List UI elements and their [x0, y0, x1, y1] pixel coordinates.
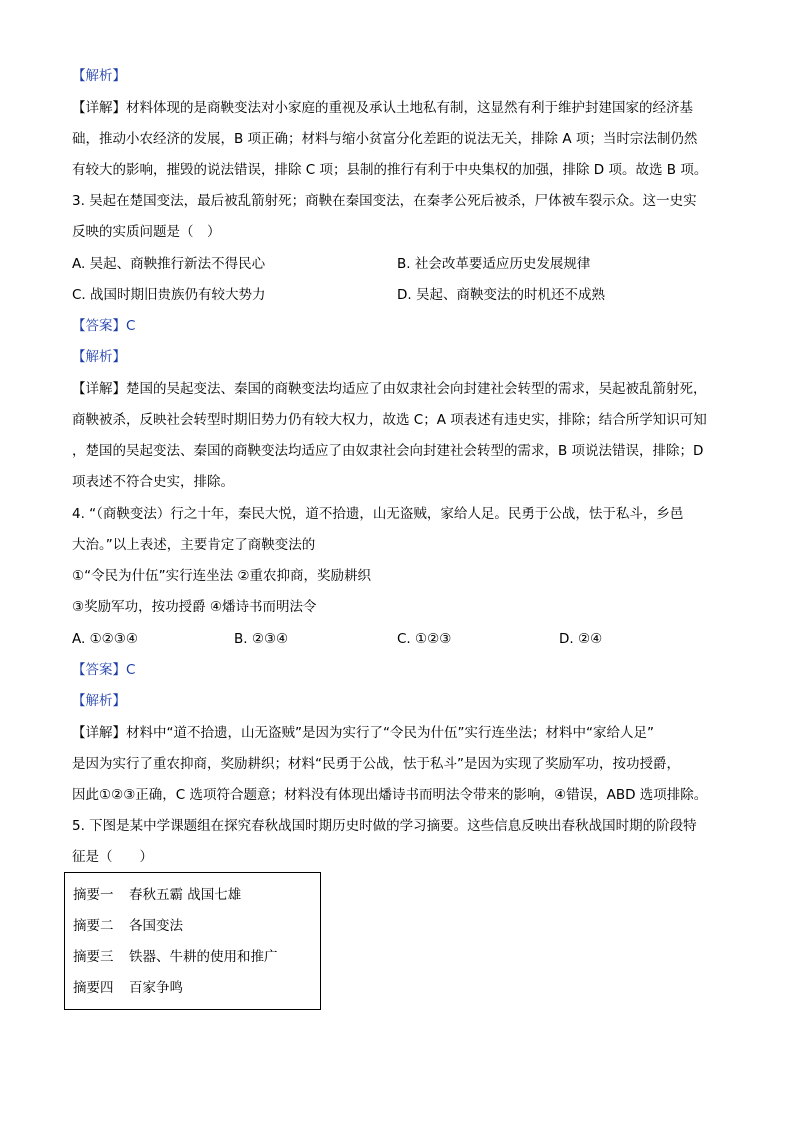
summary-key: 摘要一	[73, 887, 114, 903]
summary-value: 百家争鸣	[129, 980, 183, 996]
summary-key: 摘要四	[73, 980, 114, 996]
detail-line: ，楚国的吴起变法、秦国的商鞅变法均适应了由奴隶社会向封建社会转型的需求，B 项说法错误，排除；D	[72, 443, 704, 459]
summary-key: 摘要二	[73, 918, 114, 934]
summary-value: 铁器、牛耕的使用和推广	[129, 949, 278, 965]
summary-box	[64, 872, 321, 1010]
detail-line: 商鞅被杀，反映社会转型时期旧势力仍有较大权力，故选 C；A 项表述有违史实，排除；结合所学知识可知	[72, 412, 707, 428]
analysis-tag: 【解析】	[72, 68, 126, 84]
question-stem: 大治。”以上表述，主要肯定了商鞅变法的	[72, 537, 316, 553]
option-a: A. 吴起、商鞅推行新法不得民心	[72, 256, 266, 272]
option-a: A. ①②③④	[72, 631, 138, 647]
detail-line: 因此①②③正确，C 选项符合题意；材料没有体现出燔诗书而明法令带来的影响，④错误，ABD 选项排除。	[72, 787, 708, 803]
detail-line: 【详解】材料中“道不拾遗，山无盗贼”是因为实行了“令民为什伍”实行连坐法；材料中“家给人足”	[72, 725, 654, 741]
detail-line: 项表述不符合史实，排除。	[72, 474, 234, 490]
option-c: C. ①②③	[397, 631, 452, 647]
analysis-tag: 【解析】	[72, 693, 126, 709]
question-stem: 4. “（商鞅变法）行之十年，秦民大悦，道不拾遗，山无盗贼，家给人足。民勇于公战，怯于私斗，乡邑	[72, 506, 684, 522]
detail-line: 有较大的影响，摧毁的说法错误，排除 C 项；县制的推行有利于中央集权的加强，排除 D 项。故选 B 项。	[72, 162, 708, 178]
answer-tag: 【答案】C	[72, 318, 136, 334]
summary-key: 摘要三	[73, 949, 114, 965]
option-d: D. ②④	[559, 631, 603, 647]
summary-value: 各国变法	[129, 918, 183, 934]
option-b: B. 社会改革要适应历史发展规律	[397, 256, 591, 272]
option-b: B. ②③④	[234, 631, 289, 647]
summary-row	[73, 916, 183, 936]
question-stem: 反映的实质问题是（ ）	[72, 224, 221, 240]
answer-tag: 【答案】C	[72, 662, 136, 678]
question-stem: 3. 吴起在楚国变法，最后被乱箭射死；商鞅在秦国变法，在秦孝公死后被杀，尸体被车裂示众。这一史实	[72, 193, 697, 209]
summary-row	[73, 947, 278, 967]
analysis-tag: 【解析】	[72, 349, 126, 365]
summary-row	[73, 978, 183, 998]
question-stem: 5. 下图是某中学课题组在探究春秋战国时期历史时做的学习摘要。这些信息反映出春秋战国时期的阶段特	[72, 818, 697, 834]
detail-line: 【详解】材料体现的是商鞅变法对小家庭的重视及承认土地私有制，这显然有利于维护封建国家的经济基	[72, 100, 693, 116]
detail-line: 是因为实行了重农抑商，奖励耕织；材料“民勇于公战，怯于私斗”是因为实现了奖励军功，按功授爵，	[72, 756, 680, 772]
detail-line: 【详解】楚国的吴起变法、秦国的商鞅变法均适应了由奴隶社会向封建社会转型的需求，吴起被乱箭射死，	[72, 381, 707, 397]
question-stem: 征是（ ）	[72, 849, 153, 865]
summary-value: 春秋五霸 战国七雄	[129, 887, 242, 903]
question-stem: ①“令民为什伍”实行连坐法 ②重农抑商，奖励耕织	[72, 568, 371, 584]
detail-line: 础，推动小农经济的发展，B 项正确；材料与缩小贫富分化差距的说法无关，排除 A 项；当时宗法制仍然	[72, 131, 698, 147]
option-c: C. 战国时期旧贵族仍有较大势力	[72, 287, 266, 303]
question-stem: ③奖励军功，按功授爵 ④燔诗书而明法令	[72, 599, 317, 615]
summary-row	[73, 885, 241, 905]
option-d: D. 吴起、商鞅变法的时机还不成熟	[397, 287, 605, 303]
